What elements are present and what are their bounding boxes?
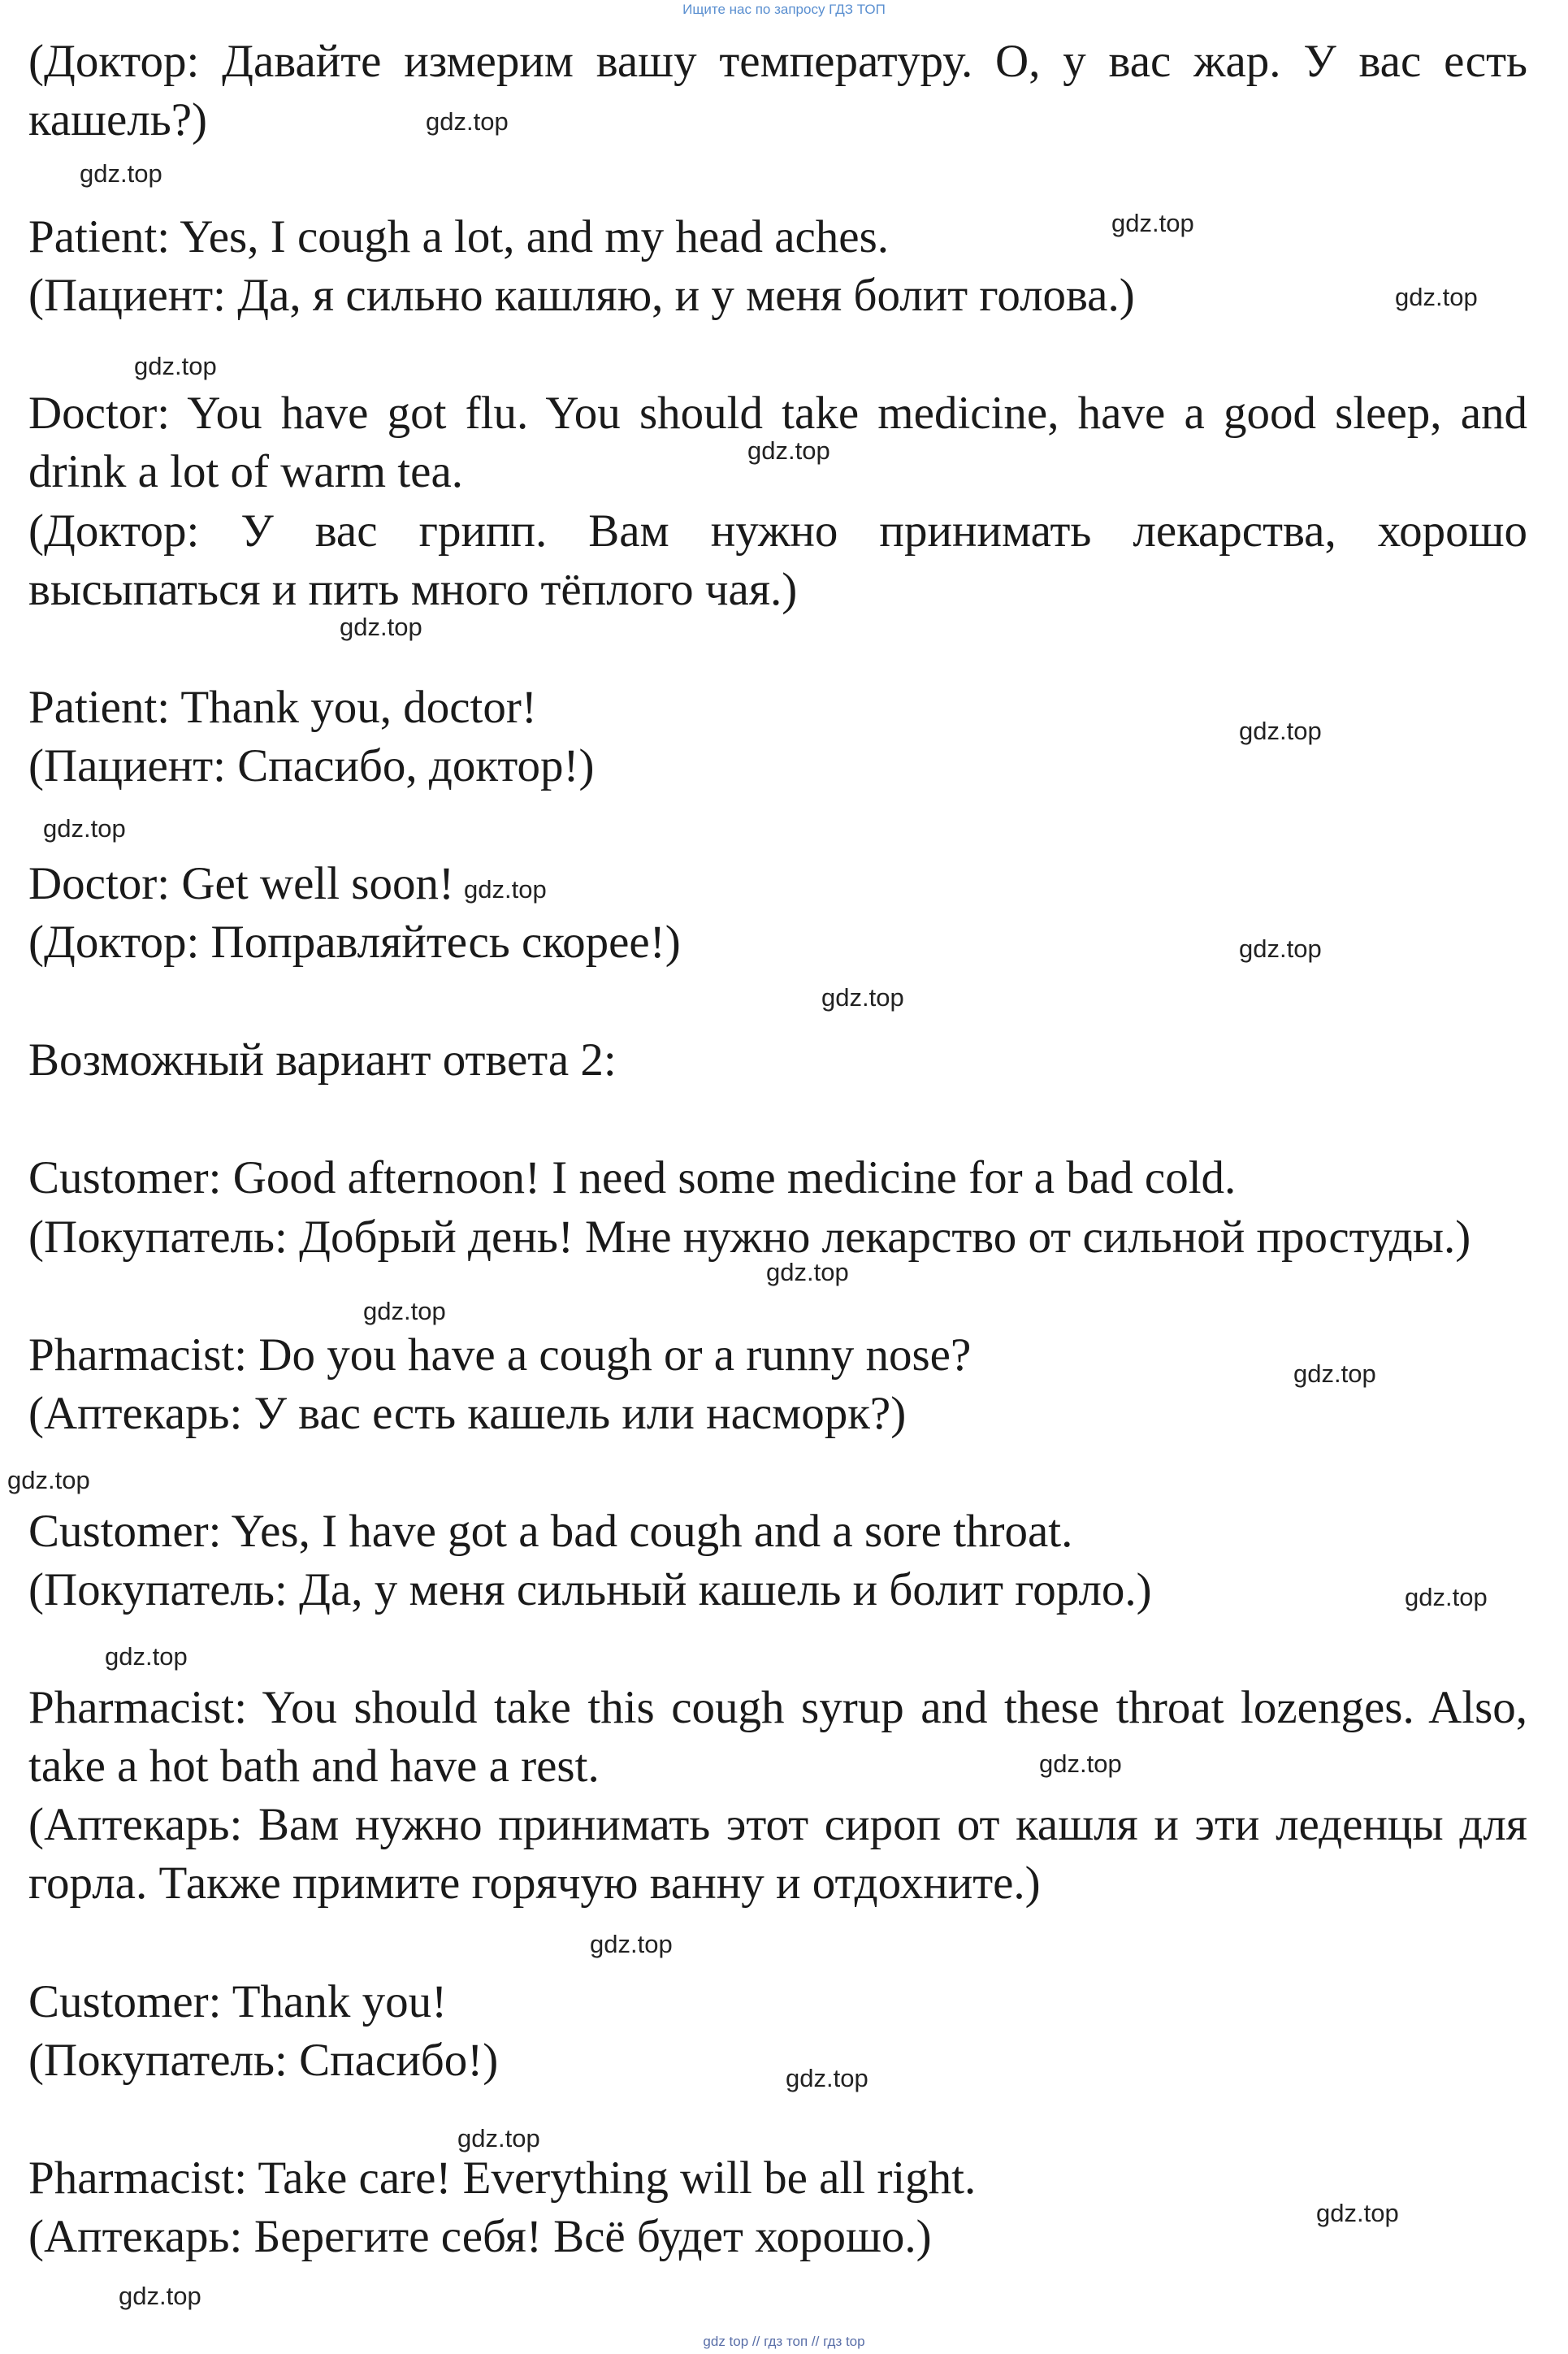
watermark: gdz.top [457, 2124, 540, 2152]
watermark: gdz.top [1039, 1749, 1122, 1778]
text-line: Customer: Yes, I have got a bad cough and a sore throat. [28, 1506, 1073, 1557]
section-heading: Возможный вариант ответа 2: [28, 1034, 617, 1086]
watermark: gdz.top [119, 2282, 201, 2310]
text-line: Doctor: You have got flu. You should take medicine, have a good sleep, and [28, 388, 1527, 439]
text-line: (Аптекарь: Вам нужно принимать этот сироп от кашля и эти леденцы для [28, 1799, 1527, 1850]
watermark: gdz.top [1293, 1359, 1376, 1388]
text-line: высыпаться и пить много тёплого чая.) [28, 564, 798, 615]
text-line: (Аптекарь: Берегите себя! Всё будет хорошо.) [28, 2211, 932, 2262]
watermark: gdz.top [340, 613, 422, 641]
watermark: gdz.top [80, 159, 162, 188]
text-line: (Аптекарь: У вас есть кашель или насморк?) [28, 1388, 907, 1439]
text-line: Patient: Thank you, doctor! [28, 682, 537, 733]
text-line: горла. Также примите горячую ванну и отдохните.) [28, 1858, 1041, 1909]
text-line: Pharmacist: You should take this cough syrup and these throat lozenges. Also, [28, 1682, 1527, 1733]
text-line: (Покупатель: Да, у меня сильный кашель и болит горло.) [28, 1564, 1152, 1615]
watermark: gdz.top [1395, 283, 1478, 311]
watermark: gdz.top [747, 436, 830, 465]
watermark: gdz.top [134, 352, 217, 380]
text-line: Customer: Good afternoon! I need some medicine for a bad cold. [28, 1152, 1237, 1203]
text-line: (Пациент: Спасибо, доктор!) [28, 740, 595, 791]
watermark: gdz.top [1239, 934, 1322, 963]
watermark: gdz.top [105, 1642, 188, 1671]
text-line: Customer: Thank you! [28, 1976, 448, 2027]
text-line: Doctor: Get well soon! [28, 858, 454, 909]
watermark: gdz.top [1239, 717, 1322, 745]
text-line: (Покупатель: Добрый день! Мне нужно лекарство от сильной простуды.) [28, 1212, 1471, 1263]
text-line: (Доктор: Давайте измерим вашу температуру. О, у вас жар. У вас есть [28, 36, 1527, 87]
text-line: кашель?) [28, 94, 208, 145]
watermark: gdz.top [363, 1297, 446, 1325]
watermark: gdz.top [7, 1466, 90, 1494]
watermark: gdz.top [766, 1258, 849, 1286]
watermark: gdz.top [426, 107, 509, 136]
watermark: gdz.top [590, 1930, 673, 1958]
footer-text: gdz top // гдз топ // гдз top [703, 2334, 865, 2349]
watermark: gdz.top [1111, 209, 1194, 237]
watermark: gdz.top [464, 875, 547, 904]
text-line: Patient: Yes, I cough a lot, and my head aches. [28, 211, 890, 262]
text-line: take a hot bath and have a rest. [28, 1741, 600, 1792]
text-line: (Доктор: У вас грипп. Вам нужно принимать лекарства, хорошо [28, 505, 1527, 557]
text-line: (Пациент: Да, я сильно кашляю, и у меня болит голова.) [28, 270, 1135, 321]
watermark: gdz.top [1316, 2199, 1399, 2227]
watermark: gdz.top [43, 814, 126, 843]
text-line: drink a lot of warm tea. [28, 446, 463, 497]
text-line: Pharmacist: Do you have a cough or a runny nose? [28, 1329, 972, 1381]
text-line: (Доктор: Поправляйтесь скорее!) [28, 917, 681, 968]
watermark: gdz.top [1405, 1583, 1488, 1611]
text-line: (Покупатель: Спасибо!) [28, 2035, 499, 2086]
text-line: Pharmacist: Take care! Everything will be all right. [28, 2152, 977, 2204]
watermark: gdz.top [786, 2064, 868, 2092]
top-banner: Ищите нас по запросу ГДЗ ТОП [682, 2, 886, 17]
watermark: gdz.top [821, 983, 904, 1012]
